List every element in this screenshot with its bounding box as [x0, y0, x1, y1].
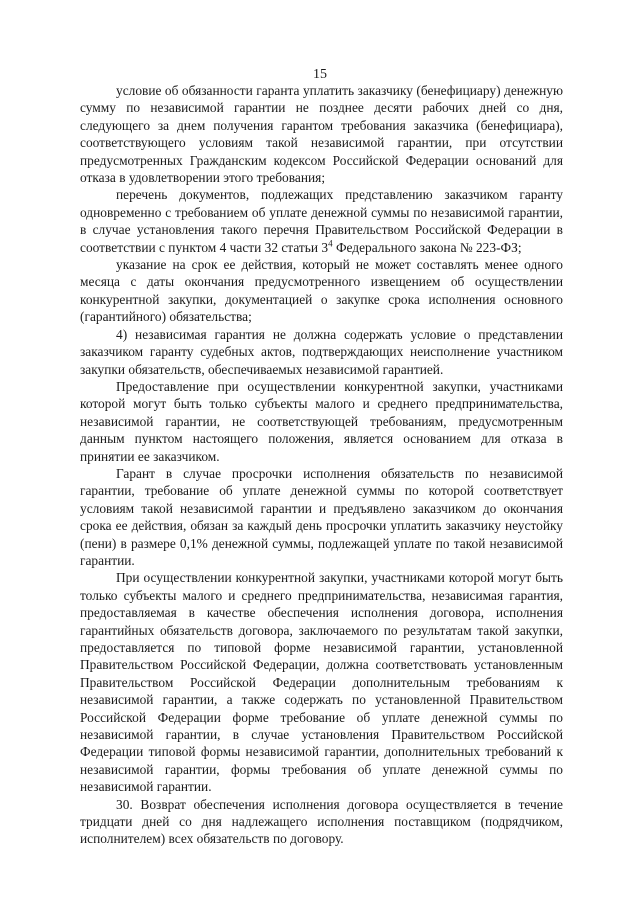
paragraph-item-4: 4) независимая гарантия не должна содержать условие о представлении заказчиком гаранту судебных актов, подтверждающих неисполнение участником закупки обязательств, обеспечиваемых независимой гарантией.: [80, 326, 563, 377]
document-body: [80, 82, 563, 848]
paragraph-documents-list: [80, 186, 563, 256]
page-number: 15: [313, 67, 327, 82]
paragraph-item-30: 30. Возврат обеспечения исполнения договора осуществляется в течение тридцати дней со дня надлежащего исполнения поставщиком (подрядчиком, исполнителем) всех обязательств по договору.: [80, 796, 563, 847]
paragraph-guarantor-penalty: Гарант в случае просрочки исполнения обязательств по независимой гарантии, требование об уплате денежной суммы по которой соответствует условиям такой независимой гарантии и предъявлено заказчиком до окончания срока ее действия, обязан за каждый день просрочки уплатить заказчику неустойку (пени) в размере 0,1% денежной суммы, подлежащей уплате по такой независимой гарантии.: [80, 465, 563, 568]
paragraph-documents-list-text: перечень документов, подлежащих представлению заказчиком гаранту одновременно с требованием об уплате денежной суммы по независимой гарантии, в случае установления такого перечня Правительством Российской Федерации в соответствии с пунктом 4 части 32 статьи 3: [80, 187, 563, 255]
paragraph-documents-list-tail: Федерального закона № 223-ФЗ;: [332, 239, 522, 255]
paragraph-standard-form: При осуществлении конкурентной закупки, участниками которой могут быть только субъекты малого и среднего предпринимательства, независимая гарантия, предоставляемая в качестве обеспечения исполнения договора, исполнения гарантийных обязательств договора, заключаемого по результатам такой закупки, предоставляется по типовой форме независимой гарантии, установленной Правительством Российской Федерации, должна соответствовать установленным Правительством Российской Федерации дополнительным требованиям к независимой гарантии, а также содержать по установленной Правительством Российской Федерации форме требование об уплате денежной суммы по независимой гарантии, в случае установления Правительством Российской Федерации типовой формы независимой гарантии, дополнительных требований к независимой гарантии, формы требования об уплате денежной суммы по независимой гарантии.: [80, 570, 563, 795]
paragraph-validity-period: указание на срок ее действия, который не может составлять менее одного месяца с даты окончания предусмотренного извещением об осуществлении конкурентной закупки, документацией о закупке срока исполнения основного (гарантийного) обязательства;: [80, 257, 563, 325]
paragraph-guarantee-payment-condition: условие об обязанности гаранта уплатить заказчику (бенефициару) денежную сумму по независимой гарантии не позднее десяти рабочих дней со дня, следующего за днем получения гарантом требования заказчика (бенефициара), соответствующего условиям такой независимой гарантии, при отсутствии предусмотренных Гражданским кодексом Российской Федерации оснований для отказа в удовлетворении этого требования;: [80, 83, 563, 186]
superscript-article-index: 4: [328, 238, 333, 249]
paragraph-refusal-grounds: Предоставление при осуществлении конкурентной закупки, участниками которой могут быть только субъекты малого и среднего предпринимательства, независимой гарантии, не соответствующей требованиям, предусмотренным данным пунктом настоящего положения, является основанием для отказа в принятии ее заказчиком.: [80, 378, 563, 464]
